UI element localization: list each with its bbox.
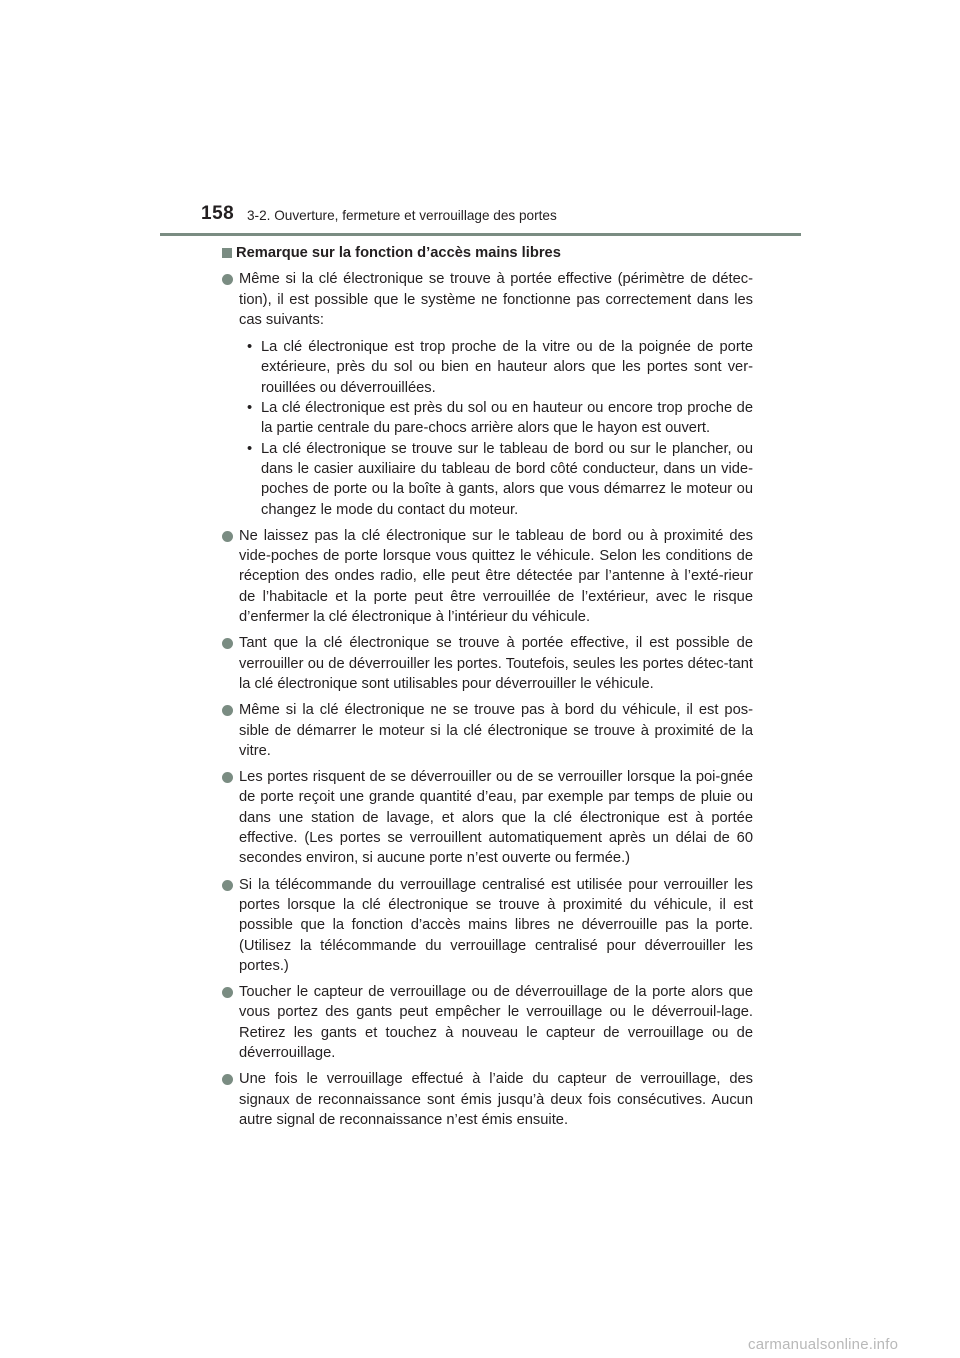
watermark[interactable]: carmanualsonline.info [748, 1336, 899, 1353]
list-item-text: Tant que la clé électronique se trouve à portée effective, il est possible de verrouiller ou de déverrouiller les portes. Toutefois, seules les portes détec-tant la clé électronique sont utilisables pour déverrouiller le véhicule. [239, 635, 753, 692]
list-item-text: Ne laissez pas la clé électronique sur le tableau de bord ou à proximité des vide-poches de porte lorsque vous quittez le véhicule. Selon les conditions de réception des ondes radio, elle peut être détectée par l’antenne à l’exté-rieur de l’habitacle et la porte peut être verrouillée de l’extérieur, avec le risque d’enfermer la clé électronique à l’intérieur du véhicule. [239, 527, 753, 626]
list-item [222, 269, 753, 520]
list-item [222, 875, 753, 976]
list-item [222, 767, 753, 868]
list-item-text: Une fois le verrouillage effectué à l’aide du capteur de verrouillage, des signaux de reconnaissance sont émis jusqu’à deux fois consécutives. Aucun autre signal de reconnaissance n’est émis ensuite. [239, 1071, 753, 1128]
note-heading-text: Remarque sur la fonction d’accès mains libres [236, 245, 561, 261]
dot-icon [222, 638, 233, 649]
header-rule [160, 233, 801, 236]
sub-list-item [247, 337, 753, 398]
sub-list-item-text: La clé électronique est trop proche de la vitre ou de la poignée de porte extérieure, près du sol ou bien en hauteur alors que les portes sont ver-rouillées ou déverrouillées. [261, 339, 753, 396]
list-item [222, 1069, 753, 1130]
list-item-text: Les portes risquent de se déverrouiller ou de se verrouiller lorsque la poi-gnée de porte reçoit une grande quantité d’eau, par exemple par temps de pluie ou dans une station de lavage, et alors que la clé électronique est à portée effective. (Les portes se verrouillent automatiquement après un délai de 60 secondes environ, si aucune porte n’est ouverte ou fermée.) [239, 769, 753, 867]
dot-icon [222, 705, 233, 716]
dot-icon [222, 531, 233, 542]
sub-marker: • [247, 400, 253, 417]
list-item [222, 982, 753, 1063]
list-item [222, 526, 753, 627]
sub-list-item [247, 398, 753, 439]
dot-icon [222, 1074, 233, 1085]
dot-icon [222, 772, 233, 783]
section-title: 3-2. Ouverture, fermeture et verrouillage des portes [247, 208, 557, 223]
sub-list-item-text: La clé électronique se trouve sur le tableau de bord ou sur le plancher, ou dans le casier auxiliaire du tableau de bord côté conducteur, dans un vide-poches de porte ou la boîte à gants, alors que vous démarrez le moteur ou changez le mode du contact du moteur. [261, 440, 753, 518]
list-item-text: Même si la clé électronique ne se trouve pas à bord du véhicule, il est pos-sible de démarrer le moteur si la clé électronique se trouve à proximité de la vitre. [239, 702, 753, 759]
list-item-text: Si la télécommande du verrouillage centralisé est utilisée pour verrouiller les portes lorsque la clé électronique se trouve à proximité du véhicule, il est possible que la fonction d’accès mains libres ne déverrouille pas la porte. (Utilisez la télécommande du verrouillage centralisé pour déverrouiller les portes.) [239, 876, 753, 974]
sub-marker: • [247, 339, 253, 356]
square-icon [222, 248, 232, 258]
sub-list-item-text: La clé électronique est près du sol ou en hauteur ou encore trop proche de la partie centrale du pare-chocs arrière alors que le hayon est ouvert. [261, 400, 753, 437]
sub-marker: • [247, 440, 253, 457]
list-item-text: Même si la clé électronique se trouve à portée effective (périmètre de détec-tion), il est possible que le système ne fonctionne pas correctement dans les cas suivants: [239, 271, 753, 328]
list-item [222, 633, 753, 694]
dot-icon [222, 987, 233, 998]
dot-icon [222, 880, 233, 891]
sub-list-item [247, 439, 753, 520]
sub-list [247, 337, 753, 520]
content [222, 243, 753, 1130]
note-heading [222, 243, 753, 263]
dot-icon [222, 274, 233, 285]
list-item [222, 700, 753, 761]
list-item-text: Toucher le capteur de verrouillage ou de déverrouillage de la porte alors que vous portez des gants peut empêcher le verrouillage ou le déverrouil-lage. Retirez les gants et touchez à nouveau le capteur de verrouillage ou de déverrouillage. [239, 984, 753, 1061]
page-number: 158 [201, 203, 235, 224]
